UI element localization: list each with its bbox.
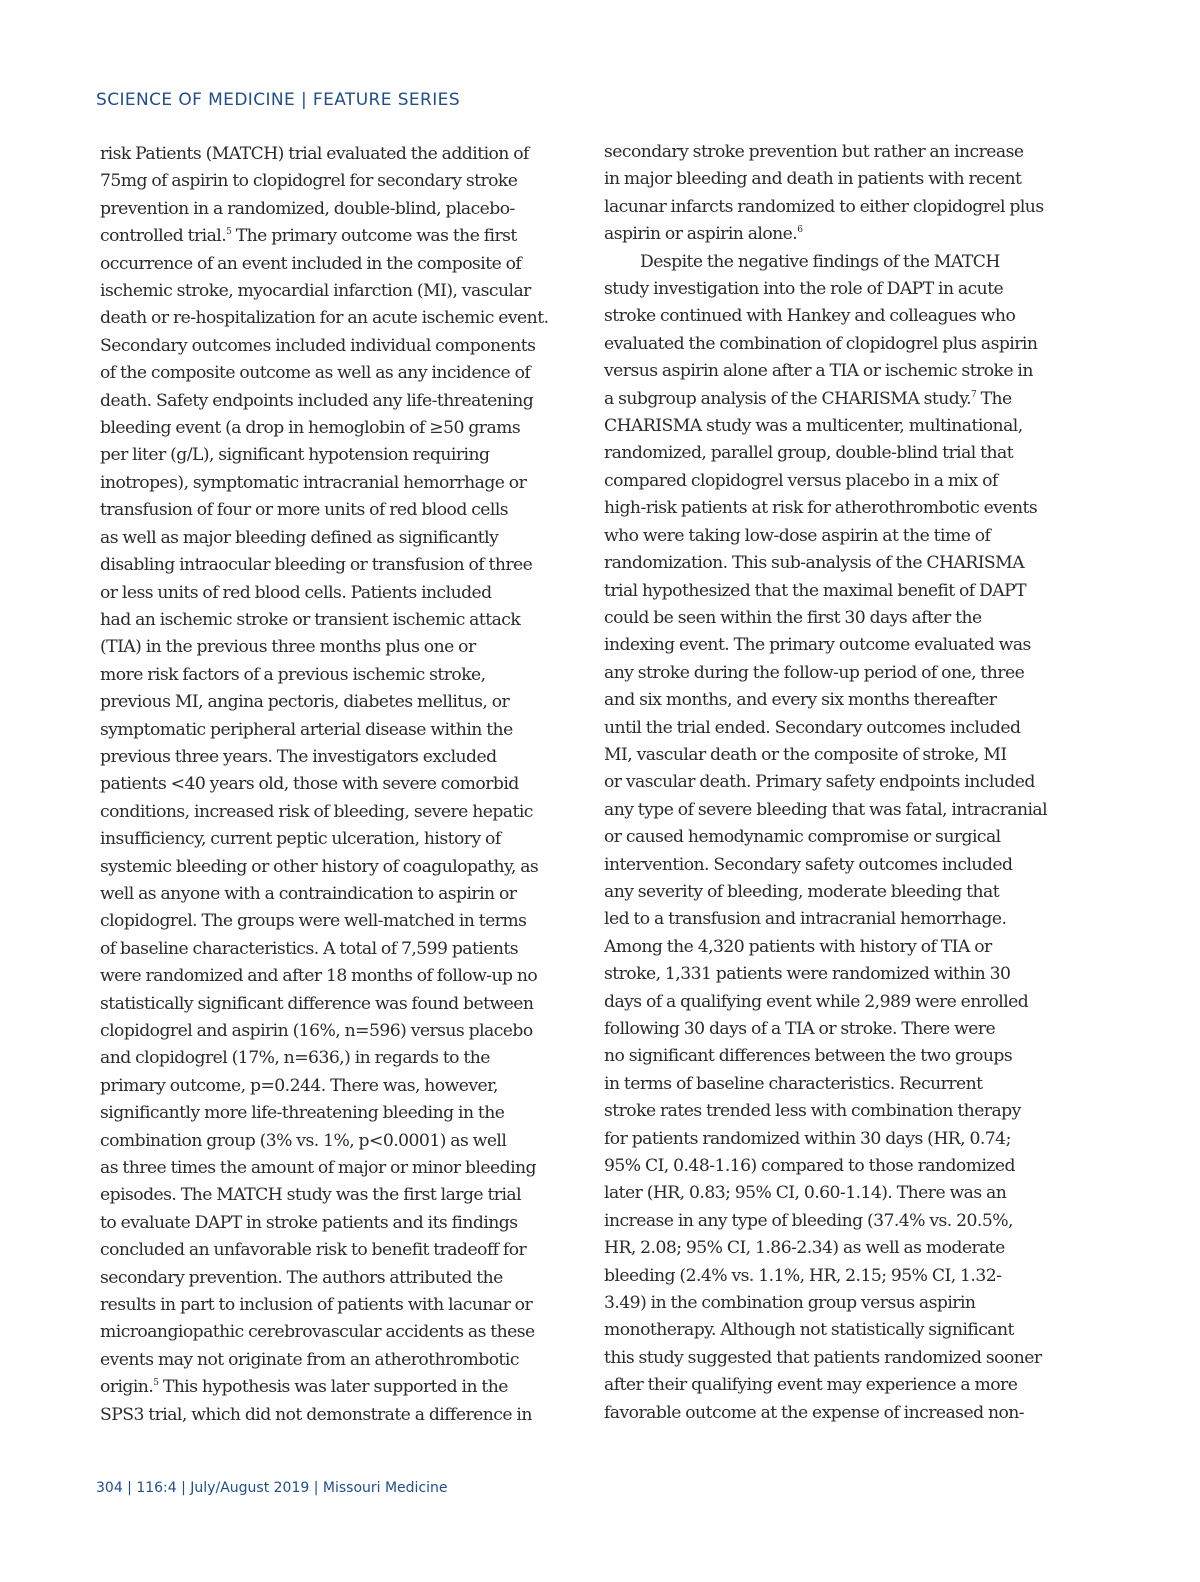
text-line: no significant differences between the two groups — [604, 1046, 1013, 1067]
text-line: this study suggested that patients randomized sooner — [604, 1347, 1042, 1368]
text-line: any stroke during the follow-up period of one, three — [604, 662, 1025, 683]
text-line: occurrence of an event included in the composite of — [100, 253, 522, 274]
text-line: stroke continued with Hankey and colleagues who — [604, 306, 1016, 327]
text-line: previous three years. The investigators excluded — [100, 746, 497, 767]
text-line: prevention in a randomized, double-blind, placebo- — [100, 198, 515, 219]
text-line: monotherapy. Although not statistically significant — [604, 1320, 1014, 1341]
text-line: trial hypothesized that the maximal benefit of DAPT — [604, 580, 1027, 601]
text-line: insufficiency, current peptic ulceration, history of — [100, 829, 501, 850]
text-line: CHARISMA study was a multicenter, multinational, — [604, 416, 1023, 437]
text-line: stroke rates trended less with combination therapy — [604, 1101, 1021, 1122]
text-line: any severity of bleeding, moderate bleeding that — [604, 881, 1000, 902]
text-line: study investigation into the role of DAPT in acute — [604, 279, 1004, 300]
text-line: intervention. Secondary safety outcomes included — [604, 854, 1013, 875]
text-line: after their qualifying event may experience a more — [604, 1375, 1018, 1396]
text-line: or less units of red blood cells. Patients included — [100, 582, 492, 603]
text-line: randomization. This sub-analysis of the CHARISMA — [604, 553, 1025, 574]
text-line: to evaluate DAPT in stroke patients and its findings — [100, 1212, 518, 1233]
left-column — [100, 141, 560, 1429]
text-line: could be seen within the first 30 days after the — [604, 607, 982, 628]
text-line: favorable outcome at the expense of increased non- — [604, 1402, 1025, 1423]
text-line: led to a transfusion and intracranial hemorrhage. — [604, 909, 1007, 930]
text-line: clopidogrel. The groups were well-matched in terms — [100, 911, 527, 932]
text-line: more risk factors of a previous ischemic stroke, — [100, 664, 486, 685]
text-line: disabling intraocular bleeding or transfusion of three — [100, 555, 533, 576]
text-line: and six months, and every six months thereafter — [604, 690, 997, 711]
text-line: patients <40 years old, those with severe comorbid — [100, 774, 519, 795]
text-line: microangiopathic cerebrovascular accidents as these — [100, 1322, 535, 1343]
text-line: statistically significant difference was found between — [100, 993, 534, 1014]
text-line: systemic bleeding or other history of coagulopathy, as — [100, 856, 539, 877]
text-line: combination group (3% vs. 1%, p<0.0001) as well — [100, 1130, 507, 1151]
text-line: versus aspirin alone after a TIA or ischemic stroke in — [604, 361, 1033, 382]
text-line: bleeding event (a drop in hemoglobin of ≥50 grams — [100, 418, 521, 439]
text-line: results in part to inclusion of patients with lacunar or — [100, 1295, 533, 1316]
text-line: as well as major bleeding defined as significantly — [100, 527, 499, 548]
reference-superscript: 5 — [153, 1378, 159, 1389]
text-line: Among the 4,320 patients with history of TIA or — [604, 936, 992, 957]
text-line: 3.49) in the combination group versus aspirin — [604, 1293, 976, 1314]
text-line: death. Safety endpoints included any life-threatening — [100, 390, 534, 411]
text-line: following 30 days of a TIA or stroke. There were — [604, 1019, 996, 1039]
page-header: SCIENCE OF MEDICINE | FEATURE SERIES — [96, 90, 461, 110]
text-line: a subgroup analysis of the CHARISMA study.$^7$ The — [604, 388, 1012, 409]
text-line: aspirin or aspirin alone.$^6$ — [604, 224, 803, 245]
text-line: (TIA) in the previous three months plus one or — [100, 637, 476, 658]
text-line: events may not originate from an atherothrombotic — [100, 1349, 519, 1370]
text-line: 95% CI, 0.48-1.16) compared to those randomized — [604, 1156, 1015, 1177]
text-line: who were taking low-dose aspirin at the time of — [604, 525, 991, 546]
text-line: indexing event. The primary outcome evaluated was — [604, 635, 1031, 656]
text-line: per liter (g/L), significant hypotension requiring — [100, 445, 490, 466]
text-line: HR, 2.08; 95% CI, 1.86-2.34) as well as moderate — [604, 1238, 1005, 1259]
text-line: increase in any type of bleeding (37.4% vs. 20.5%, — [604, 1210, 1013, 1231]
text-line: symptomatic peripheral arterial disease within the — [100, 719, 513, 740]
text-line: for patients randomized within 30 days (HR, 0.74; — [604, 1128, 1011, 1149]
text-line: compared clopidogrel versus placebo in a mix of — [604, 470, 998, 491]
text-line: significantly more life-threatening bleeding in the — [100, 1103, 505, 1124]
text-line: transfusion of four or more units of red blood cells — [100, 500, 509, 521]
text-line: bleeding (2.4% vs. 1.1%, HR, 2.15; 95% CI, 1.32- — [604, 1265, 1002, 1286]
text-line: of the composite outcome as well as any incidence of — [100, 363, 531, 384]
text-line: well as anyone with a contraindication to aspirin or — [100, 883, 517, 904]
right-column — [604, 139, 1059, 1427]
text-line: primary outcome, p=0.244. There was, however, — [100, 1075, 498, 1096]
text-line: had an ischemic stroke or transient ischemic attack — [100, 609, 521, 630]
text-line: and clopidogrel (17%, n=636,) in regards to the — [100, 1048, 490, 1069]
text-line: secondary stroke prevention but rather an increase — [604, 142, 1024, 162]
reference-superscript: 6 — [797, 225, 803, 236]
reference-superscript: 7 — [970, 389, 977, 400]
reference-superscript: 5 — [226, 227, 232, 238]
text-line: or caused hemodynamic compromise or surgical — [604, 827, 1001, 848]
text-line: or vascular death. Primary safety endpoints included — [604, 772, 1035, 793]
text-line: death or re-hospitalization for an acute ischemic event. — [100, 308, 549, 329]
text-line: Secondary outcomes included individual components — [100, 335, 536, 356]
text-line: episodes. The MATCH study was the first large trial — [100, 1185, 522, 1206]
text-line: later (HR, 0.83; 95% CI, 0.60-1.14). There was an — [604, 1183, 1007, 1204]
text-line: randomized, parallel group, double-blind trial that — [604, 443, 1014, 464]
text-line: until the trial ended. Secondary outcomes included — [604, 717, 1021, 738]
text-line: lacunar infarcts randomized to either clopidogrel plus — [604, 196, 1044, 217]
text-line: secondary prevention. The authors attributed the — [100, 1267, 503, 1288]
page-footer: 304 | 116:4 | July/August 2019 | Missouri Medicine — [96, 1480, 448, 1496]
text-line: any type of severe bleeding that was fatal, intracranial — [604, 799, 1048, 820]
text-line: in major bleeding and death in patients with recent — [604, 169, 1022, 190]
text-line: origin.$^5$ This hypothesis was later supported in the — [100, 1377, 508, 1398]
text-line: risk Patients (MATCH) trial evaluated the addition of — [100, 144, 529, 164]
text-line: MI, vascular death or the composite of stroke, MI — [604, 744, 1007, 765]
text-line: 75mg of aspirin to clopidogrel for secondary stroke — [100, 171, 518, 192]
text-line: previous MI, angina pectoris, diabetes mellitus, or — [100, 692, 510, 713]
text-line: clopidogrel and aspirin (16%, n=596) versus placebo — [100, 1021, 533, 1041]
text-line: conditions, increased risk of bleeding, severe hepatic — [100, 801, 533, 822]
text-line: ischemic stroke, myocardial infarction (MI), vascular — [100, 281, 531, 302]
text-line: of baseline characteristics. A total of 7,599 patients — [100, 938, 519, 959]
text-line: concluded an unfavorable risk to benefit tradeoff for — [100, 1240, 527, 1261]
text-line: stroke, 1,331 patients were randomized within 30 — [604, 964, 1011, 985]
text-line: inotropes), symptomatic intracranial hemorrhage or — [100, 472, 527, 493]
text-line: high-risk patients at risk for atherothrombotic events — [604, 498, 1038, 519]
text-line: as three times the amount of major or minor bleeding — [100, 1158, 537, 1179]
text-line: Despite the negative findings of the MATCH — [640, 251, 1000, 272]
text-line: were randomized and after 18 months of follow-up no — [100, 966, 538, 987]
text-line: days of a qualifying event while 2,989 were enrolled — [604, 991, 1029, 1012]
text-line: SPS3 trial, which did not demonstrate a difference in — [100, 1404, 532, 1425]
text-line: controlled trial.$^5$ The primary outcome was the first — [100, 226, 517, 247]
text-line: evaluated the combination of clopidogrel plus aspirin — [604, 333, 1038, 354]
text-line: in terms of baseline characteristics. Recurrent — [604, 1073, 983, 1094]
